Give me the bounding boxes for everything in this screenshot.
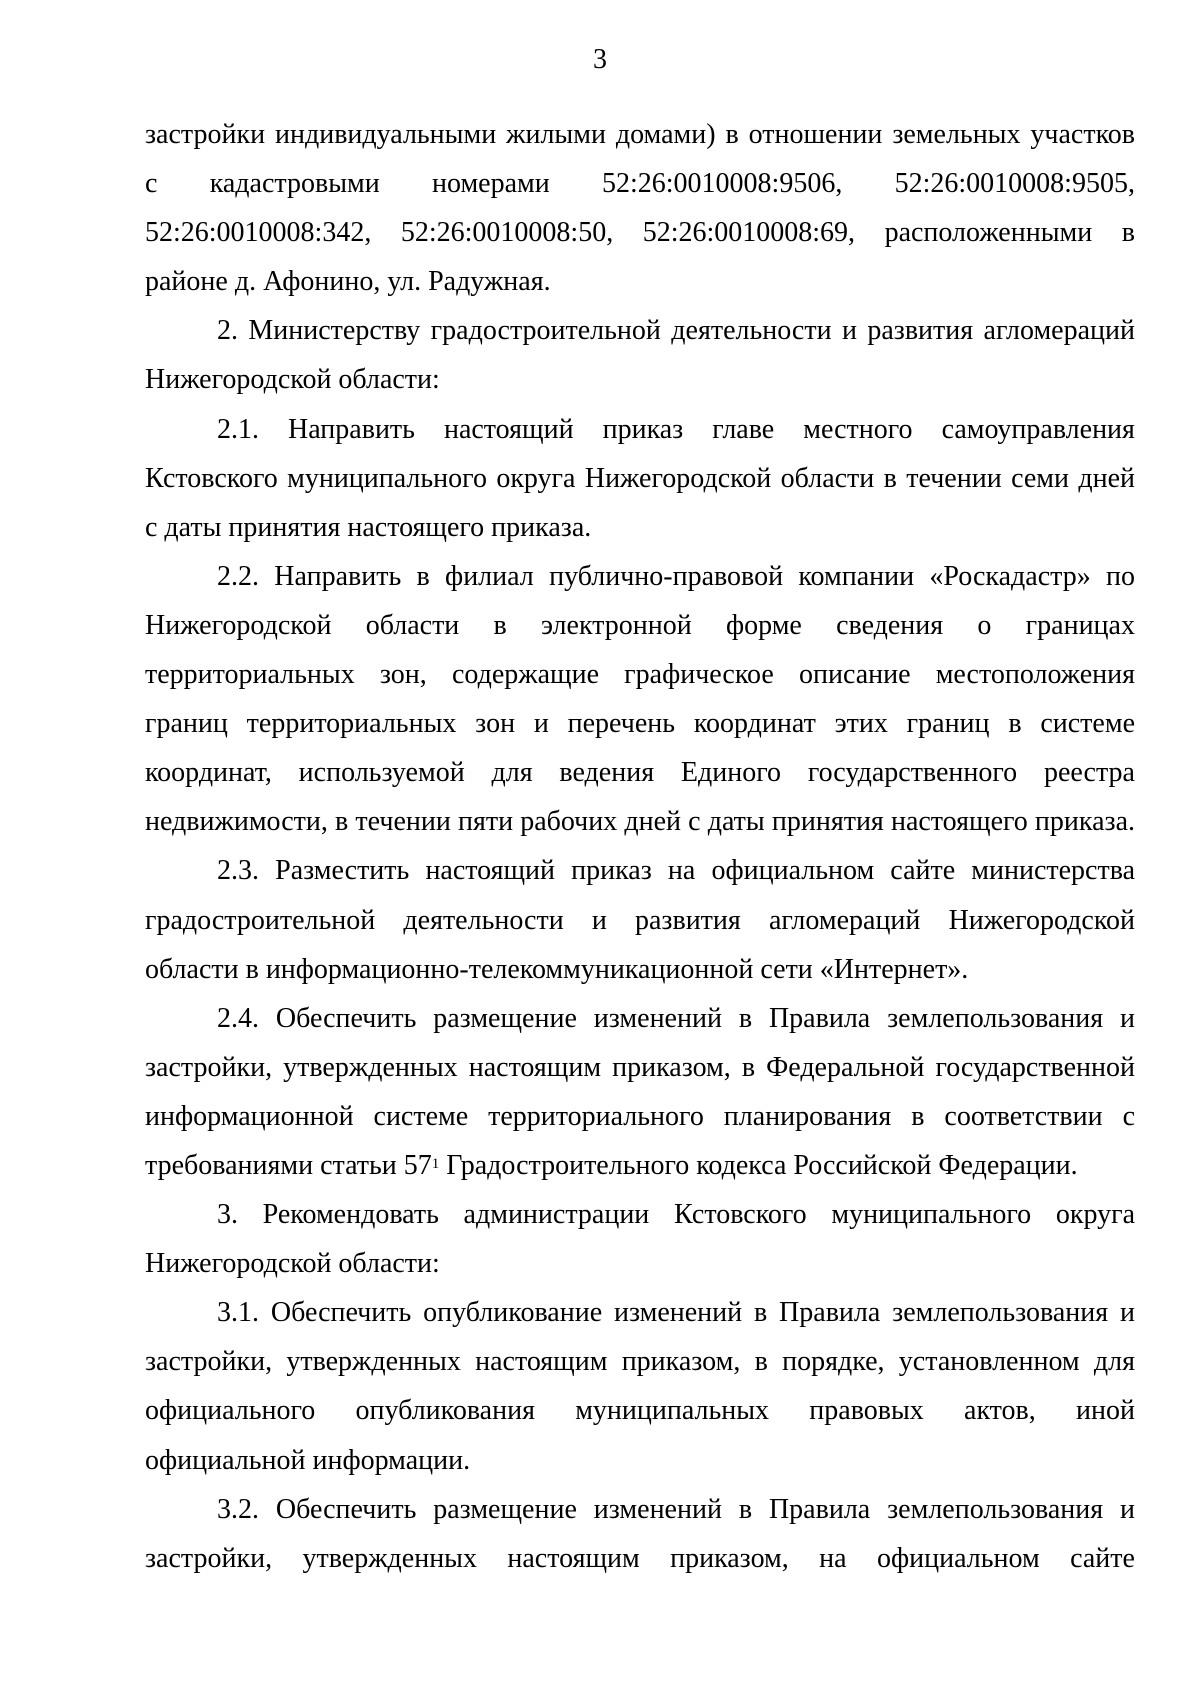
word: самоуправления (941, 413, 1135, 445)
text-line: Кстовского муниципального округа Нижегородской области в течении семи дней (145, 462, 1135, 494)
word: официального (145, 1395, 316, 1427)
text-line (145, 1534, 1135, 1583)
superscript: 1 (431, 1155, 440, 1172)
word: сведения (836, 609, 944, 641)
word: развития (634, 904, 741, 936)
text-fragment: требованиями статьи 57 (145, 1149, 432, 1181)
text-line: недвижимости, в течении пяти рабочих дней с даты принятия настоящего приказа. (145, 806, 1135, 838)
paragraph-3-2 (145, 1485, 1135, 1583)
text-line: районе д. Афонино, ул. Радужная. (145, 266, 551, 298)
word: и (591, 904, 607, 936)
word: 52:26:0010008:50, (400, 217, 614, 249)
word: на (819, 1542, 847, 1574)
text-line: застройки, утвержденных настоящим приказом, в порядке, установленном для (145, 1346, 1135, 1378)
word: в (493, 609, 507, 641)
text-line: границ территориальных зон и перечень координат этих границ в системе (145, 708, 1135, 740)
text-line: 2.3. Разместить настоящий приказ на официальном сайте министерства (217, 855, 1135, 887)
word: номерами (432, 168, 550, 200)
word: Направить (288, 413, 415, 445)
word: градостроительной (145, 904, 376, 936)
word: Нижегородской (948, 904, 1135, 936)
text-line (145, 601, 1135, 650)
word: в (1121, 217, 1135, 249)
word: актов, (964, 1395, 1036, 1427)
paragraph-2 (145, 306, 1135, 404)
text-line (145, 208, 1135, 257)
word: главе (712, 413, 775, 445)
text-fragment: Градостроительного кодекса Российской Федерации. (439, 1149, 1078, 1181)
word: электронной (541, 609, 692, 641)
word: 52:26:0010008:342, (145, 217, 372, 249)
text-line: информационной системе территориального планирования в соответствии с (145, 1100, 1135, 1132)
word: опубликования (355, 1395, 535, 1427)
text-line: застройки индивидуальными жилыми домами) в отношении земельных участков (145, 119, 1135, 150)
word: границах (1025, 609, 1135, 641)
word: утвержденных (302, 1542, 477, 1574)
word: сайте (1070, 1542, 1135, 1574)
paragraph-continuation (145, 110, 1135, 306)
text-line (145, 405, 1135, 454)
word: приказом, (670, 1542, 789, 1574)
word: с (145, 168, 158, 200)
word: официальном (876, 1542, 1040, 1574)
word: о (977, 609, 992, 641)
text-line: застройки, утвержденных настоящим приказом, в Федеральной государственной (145, 1051, 1135, 1083)
word: форме (725, 609, 802, 641)
word: правовых (809, 1395, 924, 1427)
text-line: 2. Министерству градостроительной деятельности и развития агломераций (217, 315, 1135, 347)
word: 52:26:0010008:69, (642, 217, 856, 249)
text-line: 3.1. Обеспечить опубликование изменений в Правила землепользования и (217, 1297, 1135, 1329)
text-line: Нижегородской области: (145, 364, 440, 396)
text-line: официальной информации. (145, 1444, 471, 1476)
text-line: 2.2. Направить в филиал публично-правовой компании «Роскадастр» по (217, 560, 1135, 592)
paragraph-2-3 (145, 846, 1135, 993)
paragraph-2-1 (145, 405, 1135, 552)
text-line: 2.4. Обеспечить размещение изменений в Правила землепользования и (217, 1002, 1135, 1034)
word: 52:26:0010008:9505, (894, 168, 1135, 200)
text-line: территориальных зон, содержащие графическое описание местоположения (145, 659, 1135, 691)
text-line (145, 1386, 1135, 1435)
word: застройки, (145, 1542, 273, 1574)
word: области (365, 609, 460, 641)
paragraph-3 (145, 1190, 1135, 1288)
document-body (145, 110, 1135, 1583)
text-line (145, 896, 1135, 945)
text-line: 3.2. Обеспечить размещение изменений в Правила землепользования и (217, 1493, 1135, 1525)
text-line: области в информационно-телекоммуникационной сети «Интернет». (145, 953, 969, 985)
word: приказ (602, 413, 684, 445)
word: 2.1. (217, 413, 259, 445)
word: настоящим (507, 1542, 640, 1574)
word: местного (803, 413, 913, 445)
word: иной (1076, 1395, 1135, 1427)
word: настоящий (443, 413, 574, 445)
word: кадастровыми (209, 168, 380, 200)
word: деятельности (403, 904, 564, 936)
paragraph-2-4 (145, 994, 1135, 1190)
text-line: 3. Рекомендовать администрации Кстовского муниципального округа (217, 1199, 1135, 1231)
word: 52:26:0010008:9506, (602, 168, 843, 200)
word: расположенными (884, 217, 1093, 249)
paragraph-2-2 (145, 552, 1135, 847)
text-line (145, 1141, 1135, 1190)
page-number: 3 (593, 44, 607, 75)
paragraph-3-1 (145, 1288, 1135, 1484)
text-line (145, 159, 1135, 208)
word: муниципальных (575, 1395, 770, 1427)
word: Нижегородской (145, 609, 332, 641)
word: агломераций (768, 904, 921, 936)
text-line: координат, используемой для ведения Единого государственного реестра (145, 757, 1135, 789)
text-line: Нижегородской области: (145, 1248, 440, 1280)
text-line: с даты принятия настоящего приказа. (145, 511, 592, 543)
